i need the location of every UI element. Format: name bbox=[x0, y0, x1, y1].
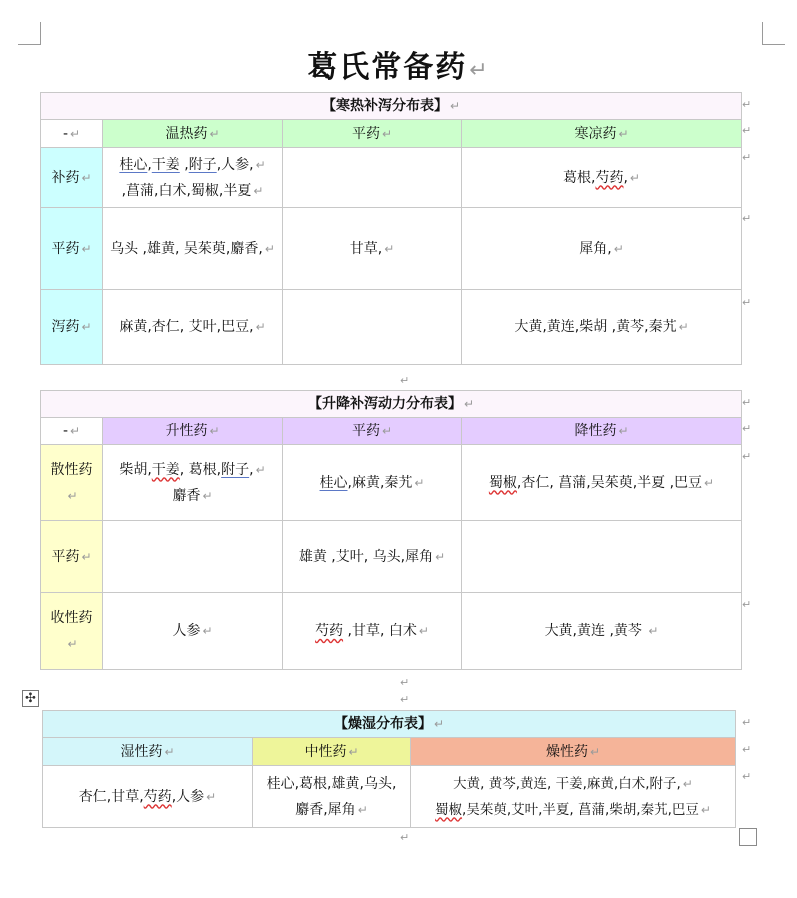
paragraph-mark: ↵ bbox=[400, 831, 410, 844]
cell-dispersing-neutral: 桂心,麻黄,秦艽 ↵ bbox=[283, 445, 462, 521]
cell-neutral-cold: 犀角, ↵ bbox=[462, 208, 742, 290]
row-end-mark: ↵ bbox=[742, 770, 752, 783]
row-header-purge: 泻药 ↵ bbox=[41, 290, 103, 365]
header-cold-drugs: 寒凉药 ↵ bbox=[462, 120, 742, 148]
cell-neutral-warm: 乌头 ,雄黄, 吴茱萸,麝香, ↵ bbox=[103, 208, 283, 290]
cell-astringent-ascending: 人参 ↵ bbox=[103, 593, 283, 670]
document-title[interactable]: 葛氏常备药↵ bbox=[307, 50, 490, 85]
header-dry-drugs: 燥性药 ↵ bbox=[411, 738, 736, 766]
cell-neutral: 桂心,葛根,雄黄,乌头, 麝香,犀角 ↵ bbox=[253, 766, 411, 828]
cell-purge-cold: 大黄,黄连,柴胡 ,黄芩,秦艽 ↵ bbox=[462, 290, 742, 365]
row-end-mark: ↵ bbox=[742, 716, 752, 729]
page-corner-top-left bbox=[18, 22, 41, 45]
table-caption: 【升降补泻动力分布表】 ↵ bbox=[41, 391, 742, 418]
cell-tonic-warm: 桂心,干姜 ,附子,人参, ↵ ,菖蒲,白术,蜀椒,半夏 ↵ bbox=[103, 148, 283, 208]
table-resize-handle[interactable] bbox=[739, 828, 757, 846]
cold-heat-table[interactable] bbox=[40, 92, 742, 365]
dry-damp-table[interactable] bbox=[42, 710, 736, 828]
row-header-neutral: 平药 ↵ bbox=[41, 521, 103, 593]
cell-damp: 杏仁,甘草,芍药,人参 ↵ bbox=[43, 766, 253, 828]
cell-neutral-descending bbox=[462, 521, 742, 593]
cell-purge-warm: 麻黄,杏仁, 艾叶,巴豆, ↵ bbox=[103, 290, 283, 365]
cell-tonic-cold: 葛根,芍药, ↵ bbox=[462, 148, 742, 208]
page-corner-top-right bbox=[762, 22, 785, 45]
header-neutral-drugs: 平药 ↵ bbox=[283, 120, 462, 148]
row-end-mark: ↵ bbox=[742, 396, 752, 409]
cell-neutral-neutral: 雄黄 ,艾叶, 乌头,犀角 ↵ bbox=[283, 521, 462, 593]
row-header-neutral: 平药 ↵ bbox=[41, 208, 103, 290]
cell-astringent-descending: 大黄,黄连 ,黄芩 ↵ bbox=[462, 593, 742, 670]
ascend-descend-table[interactable] bbox=[40, 390, 742, 670]
header-ascending-drugs: 升性药 ↵ bbox=[103, 418, 283, 445]
cell-dispersing-ascending: 柴胡,干姜, 葛根,附子, ↵ 麝香 ↵ bbox=[103, 445, 283, 521]
table-caption: 【寒热补泻分布表】 ↵ bbox=[41, 93, 742, 120]
move-handle-icon: ✣ bbox=[25, 691, 36, 706]
corner-cell: - ↵ bbox=[41, 418, 103, 445]
header-neutral-drugs: 平药 ↵ bbox=[283, 418, 462, 445]
paragraph-mark: ↵ bbox=[400, 676, 410, 689]
table-caption: 【燥湿分布表】 ↵ bbox=[43, 711, 736, 738]
paragraph-mark: ↵ bbox=[400, 374, 410, 387]
header-damp-drugs: 湿性药 ↵ bbox=[43, 738, 253, 766]
cell-neutral-neutral: 甘草, ↵ bbox=[283, 208, 462, 290]
header-warm-drugs: 温热药 ↵ bbox=[103, 120, 283, 148]
cell-dry: 大黄, 黄芩,黄连, 干姜,麻黄,白术,附子, ↵ 蜀椒,吴茱萸,艾叶,半夏, 菖蒲,柴胡,秦艽,巴豆 ↵ bbox=[411, 766, 736, 828]
row-end-mark: ↵ bbox=[742, 450, 752, 463]
paragraph-mark: ↵ bbox=[400, 693, 410, 706]
row-header-astringent: 收性药↵ bbox=[41, 593, 103, 670]
row-end-mark: ↵ bbox=[742, 151, 752, 164]
corner-cell: - ↵ bbox=[41, 120, 103, 148]
header-descending-drugs: 降性药 ↵ bbox=[462, 418, 742, 445]
cell-purge-neutral bbox=[283, 290, 462, 365]
cell-neutral-ascending bbox=[103, 521, 283, 593]
row-end-mark: ↵ bbox=[742, 598, 752, 611]
cell-dispersing-descending: 蜀椒,杏仁, 菖蒲,吴茱萸,半夏 ,巴豆 ↵ bbox=[462, 445, 742, 521]
table-move-handle[interactable] bbox=[22, 690, 39, 707]
row-end-mark: ↵ bbox=[742, 422, 752, 435]
row-end-mark: ↵ bbox=[742, 743, 752, 756]
row-end-mark: ↵ bbox=[742, 212, 752, 225]
row-end-mark: ↵ bbox=[742, 98, 752, 111]
header-neutral-drugs: 中性药 ↵ bbox=[253, 738, 411, 766]
row-end-mark: ↵ bbox=[742, 124, 752, 137]
cell-astringent-neutral: 芍药 ,甘草, 白术 ↵ bbox=[283, 593, 462, 670]
row-header-dispersing: 散性药↵ bbox=[41, 445, 103, 521]
row-header-tonic: 补药 ↵ bbox=[41, 148, 103, 208]
row-end-mark: ↵ bbox=[742, 296, 752, 309]
cell-tonic-neutral bbox=[283, 148, 462, 208]
